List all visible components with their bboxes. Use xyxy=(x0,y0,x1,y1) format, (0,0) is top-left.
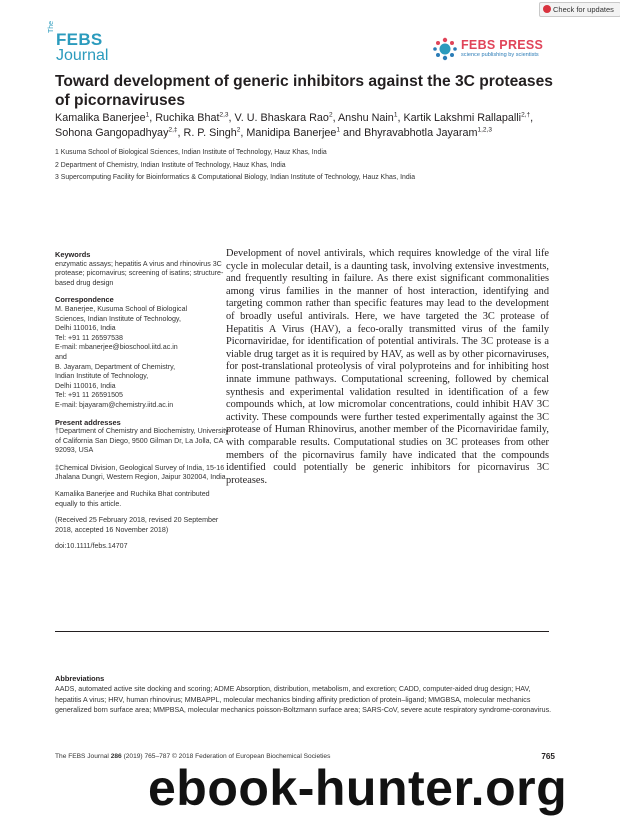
author-list xyxy=(55,111,565,141)
author-name: Kamalika Banerjee xyxy=(55,112,146,124)
abbreviations-text: AADS, automated active site docking and scoring; ADME Absorption, distribution, metabolism, and excretion; CADD, computer-aided drug design; HAV, hepatitis A virus; HRV, human rhinovirus; MMBAPPL, molecular mechanics binding affinity prediction of protein–ligand; MMGBSA, molecular mechanics generalized born surface area; MMPBSA, molecular mechanics poisson-Boltzmann surface area; SARS-CoV, severe acute respiratory syndrome-coronavirus. xyxy=(55,685,552,714)
doi-link[interactable]: doi:10.1111/febs.14707 xyxy=(55,542,128,551)
abstract: Development of novel antivirals, which requires knowledge of the viral life cycle in molecular detail, is a daunting task, involving extensive investments, and frequently resulting in failure. As there exist significant commonalities among virus families in the manner of host interaction, identifying and targeting common rather than specific features may lead to the development of broadly useful antivirals. Here, we have targeted the 3C protease of Hepatitis A Virus (HAV), a feco-orally transmitted virus of the family Picornaviridae, for identification of potential antivirals. The 3C protease is a viable drug target as it is required by HAV, as well as by other picornaviruses, for post-translational proteolysis of viral polyproteins and for inhibiting host innate immune pathways. Computational screening, followed by chemical synthesis and experimental validation resulted in identification of a few compounds which, at low micromolar concentrations, could inhibit HAV 3C activity. These compounds were further tested experimentally against the 3C protease of Human Rhinovirus, another member of the Picornaviridae family, with comparable results. Computational studies on 3C proteases from other members of the picornavirus family have indicated that the compounds identified could potentially be generic inhibitors for picornavirus 3C proteases. xyxy=(226,248,549,486)
author-name: Kartik Lakshmi Rallapalli xyxy=(403,112,522,124)
author-affiliation-marker: 1 xyxy=(336,126,341,134)
article-info-sidebar xyxy=(55,250,230,559)
correspondence-line: Sciences, Indian Institute of Technology, xyxy=(55,314,181,323)
author-separator: , xyxy=(240,127,247,139)
author-affiliation-marker: 2,† xyxy=(521,111,531,119)
article-title: Toward development of generic inhibitors against the 3C proteases of picornaviruses xyxy=(55,73,553,109)
watermark: ebook-hunter.org xyxy=(148,760,568,816)
present-address-2: ‡Chemical Division, Geological Survey of India, 15-16 Jhalana Dungri, Western Region, Jaipur 302004, India xyxy=(55,463,226,482)
author-name: Anshu Nain xyxy=(337,112,394,124)
author-affiliation-marker: 1,2,3 xyxy=(477,126,492,134)
journal-logo-line2: Journal xyxy=(56,47,109,64)
correspondence-line: Delhi 110016, India xyxy=(55,381,116,390)
journal-logo-prefix: The xyxy=(48,20,55,33)
affiliation-2: 2 Department of Chemistry, Indian Institute of Technology, Hauz Khas, India xyxy=(55,161,286,169)
footer-journal: The FEBS Journal xyxy=(55,753,109,760)
correspondence-line: Indian Institute of Technology, xyxy=(55,372,149,381)
correspondence-line: Tel: +91 11 26597538 xyxy=(55,333,123,342)
abbreviations-heading: Abbreviations xyxy=(55,674,105,683)
journal-logo xyxy=(45,20,117,67)
author-affiliation-marker: 1 xyxy=(393,111,398,119)
author-name: V. U. Bhaskara Rao xyxy=(234,112,329,124)
divider xyxy=(55,631,549,632)
equal-contribution-note xyxy=(55,490,230,509)
correspondence-line: B. Jayaram, Department of Chemistry, xyxy=(55,362,176,371)
page-footer xyxy=(55,753,555,760)
check-for-updates-badge[interactable] xyxy=(539,2,620,17)
author-name: Ruchika Bhat xyxy=(155,112,220,124)
check-updates-icon xyxy=(543,5,551,13)
author-separator: and xyxy=(340,127,365,139)
author-separator: , xyxy=(530,112,534,124)
keywords-heading: Keywords xyxy=(55,250,91,259)
received-dates xyxy=(55,516,230,535)
correspondence-email-link[interactable]: E-mail: bjayaram@chemistry.iitd.ac.in xyxy=(55,400,174,409)
author-separator: , xyxy=(228,112,235,124)
abbreviations-block xyxy=(55,674,555,715)
author-separator: , xyxy=(177,127,184,139)
footer-volume: 286 xyxy=(110,753,122,760)
correspondence-heading: Correspondence xyxy=(55,295,114,305)
publisher-name: FEBS PRESS xyxy=(461,38,544,52)
affiliations xyxy=(55,147,575,185)
affiliation-1: 1 Kusuma School of Biological Sciences, Indian Institute of Technology, Hauz Khas, India xyxy=(55,149,327,156)
author-affiliation-marker: 1 xyxy=(145,111,150,119)
affiliation-3: 3 Supercomputing Facility for Bioinformatics & Computational Biology, Indian Institute of Technology, Hauz Khas, India xyxy=(55,174,416,181)
publisher-mark-icon xyxy=(432,37,458,61)
author-name: Manidipa Banerjee xyxy=(246,127,337,139)
check-for-updates-label: Check for updates xyxy=(553,5,614,14)
doi-block xyxy=(55,542,230,552)
journal-logo-line1: FEBS xyxy=(56,30,103,49)
author-affiliation-marker: 2 xyxy=(236,126,241,134)
publisher-logo xyxy=(430,37,570,62)
keywords-text: enzymatic assays; hepatitis A virus and rhinovirus 3C protease; picornavirus; screening of isatins; structure-based drug design xyxy=(55,259,224,287)
author-separator: , xyxy=(149,112,156,124)
received-dates-text: (Received 25 February 2018, revised 20 September 2018, accepted 16 November 2018) xyxy=(55,516,219,534)
present-address-1: †Department of Chemistry and Biochemistry, University of California San Diego, 9500 Gilman Dr, La Jolla, CA 92093, USA xyxy=(55,427,229,455)
page-number: 765 xyxy=(541,752,555,761)
author-separator: , xyxy=(397,112,404,124)
keywords-block xyxy=(55,250,230,288)
present-addresses-heading: Present addresses xyxy=(55,417,121,427)
author-affiliation-marker: 2 xyxy=(328,111,333,119)
author-name: Sohona Gangopadhyay xyxy=(55,127,169,139)
footer-citation: (2019) 765–787 © 2018 Federation of European Biochemical Societies xyxy=(121,753,331,760)
author-name: R. P. Singh xyxy=(183,127,237,139)
correspondence-block xyxy=(55,295,230,410)
author-separator: , xyxy=(332,112,338,124)
author-name: Bhyravabhotla Jayaram xyxy=(364,127,478,139)
present-addresses-block xyxy=(55,418,230,484)
correspondence-email-link[interactable]: E-mail: mbanerjee@bioschool.iitd.ac.in xyxy=(55,343,178,352)
equal-contribution-text: Kamalika Banerjee and Ruchika Bhat contributed equally to this article. xyxy=(55,490,210,508)
correspondence-line: and xyxy=(55,352,67,361)
author-affiliation-marker: 2,3 xyxy=(219,111,229,119)
publisher-tagline: science publishing by scientists xyxy=(461,52,539,58)
correspondence-line: Tel: +91 11 26591505 xyxy=(55,391,123,400)
author-affiliation-marker: 2,‡ xyxy=(168,126,178,134)
correspondence-line: M. Banerjee, Kusuma School of Biological xyxy=(55,304,188,313)
correspondence-line: Delhi 110016, India xyxy=(55,324,116,333)
